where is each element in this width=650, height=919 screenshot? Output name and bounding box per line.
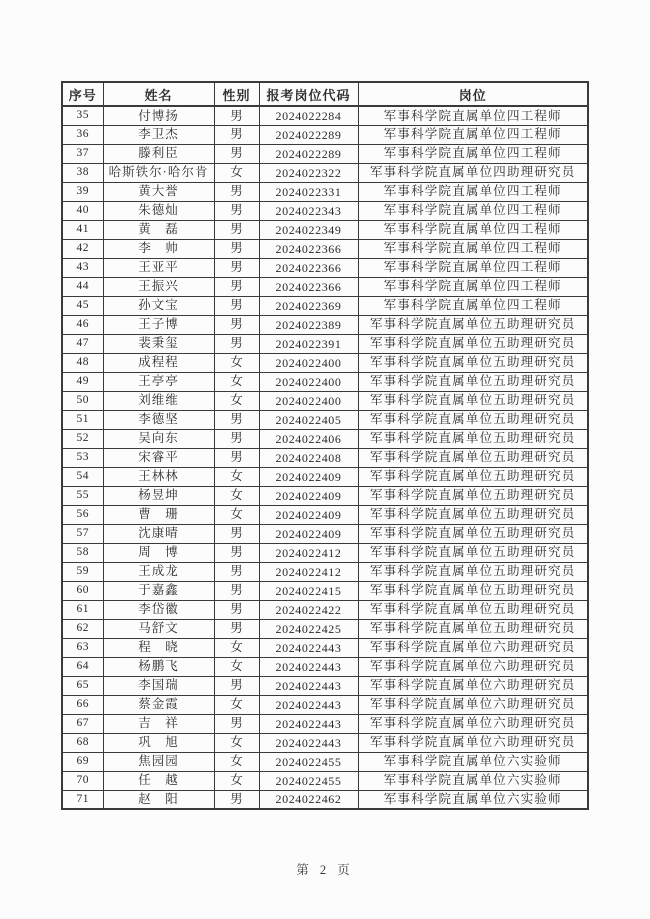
- cell-serial-number: 40: [62, 201, 103, 220]
- table-row: [62, 410, 588, 429]
- cell-name: 曹 珊: [103, 505, 214, 524]
- cell-position-code: 2024022443: [259, 676, 358, 695]
- cell-serial-number: 58: [62, 543, 103, 562]
- cell-gender: 男: [214, 334, 259, 353]
- cell-position: 军事科学院直属单位六助理研究员: [358, 695, 588, 714]
- cell-name: 赵 阳: [103, 790, 214, 809]
- cell-position-code: 2024022443: [259, 638, 358, 657]
- table-row: [62, 372, 588, 391]
- cell-gender: 男: [214, 790, 259, 809]
- table-row: [62, 391, 588, 410]
- cell-position: 军事科学院直属单位五助理研究员: [358, 486, 588, 505]
- table-row: [62, 752, 588, 771]
- cell-name: 李德坚: [103, 410, 214, 429]
- cell-position-code: 2024022425: [259, 619, 358, 638]
- cell-serial-number: 64: [62, 657, 103, 676]
- cell-gender: 女: [214, 163, 259, 182]
- table-row: [62, 733, 588, 752]
- table-row: [62, 258, 588, 277]
- cell-name: 吴向东: [103, 429, 214, 448]
- cell-name: 杨昱坤: [103, 486, 214, 505]
- cell-serial-number: 51: [62, 410, 103, 429]
- header-serial-number: 序号: [62, 82, 103, 106]
- cell-name: 焦园园: [103, 752, 214, 771]
- cell-serial-number: 70: [62, 771, 103, 790]
- cell-serial-number: 57: [62, 524, 103, 543]
- cell-gender: 男: [214, 448, 259, 467]
- cell-serial-number: 59: [62, 562, 103, 581]
- cell-position: 军事科学院直属单位五助理研究员: [358, 334, 588, 353]
- cell-gender: 男: [214, 220, 259, 239]
- cell-name: 杨鹏飞: [103, 657, 214, 676]
- cell-name: 王林林: [103, 467, 214, 486]
- cell-gender: 女: [214, 486, 259, 505]
- table-row: [62, 182, 588, 201]
- cell-position: 军事科学院直属单位六助理研究员: [358, 714, 588, 733]
- table-row: [62, 486, 588, 505]
- cell-gender: 男: [214, 676, 259, 695]
- cell-position-code: 2024022349: [259, 220, 358, 239]
- cell-position-code: 2024022389: [259, 315, 358, 334]
- cell-name: 吉 祥: [103, 714, 214, 733]
- table-row: [62, 600, 588, 619]
- cell-position-code: 2024022415: [259, 581, 358, 600]
- cell-position: 军事科学院直属单位六实验师: [358, 790, 588, 809]
- table-row: [62, 448, 588, 467]
- cell-position: 军事科学院直属单位六助理研究员: [358, 657, 588, 676]
- cell-position: 军事科学院直属单位四工程师: [358, 106, 588, 125]
- cell-name: 王子博: [103, 315, 214, 334]
- cell-serial-number: 45: [62, 296, 103, 315]
- cell-position-code: 2024022409: [259, 467, 358, 486]
- cell-name: 黄大誉: [103, 182, 214, 201]
- cell-position: 军事科学院直属单位五助理研究员: [358, 353, 588, 372]
- page-number: 第 2 页: [296, 863, 354, 877]
- cell-gender: 男: [214, 524, 259, 543]
- table-row: [62, 638, 588, 657]
- cell-serial-number: 41: [62, 220, 103, 239]
- cell-position-code: 2024022400: [259, 372, 358, 391]
- cell-position: 军事科学院直属单位五助理研究员: [358, 391, 588, 410]
- cell-serial-number: 47: [62, 334, 103, 353]
- cell-name: 王振兴: [103, 277, 214, 296]
- applicant-table: [61, 81, 589, 810]
- cell-gender: 女: [214, 752, 259, 771]
- cell-position: 军事科学院直属单位六实验师: [358, 771, 588, 790]
- cell-serial-number: 42: [62, 239, 103, 258]
- cell-serial-number: 61: [62, 600, 103, 619]
- table-row: [62, 562, 588, 581]
- cell-gender: 男: [214, 543, 259, 562]
- cell-gender: 女: [214, 771, 259, 790]
- cell-position-code: 2024022443: [259, 714, 358, 733]
- cell-serial-number: 52: [62, 429, 103, 448]
- cell-position-code: 2024022412: [259, 543, 358, 562]
- cell-position-code: 2024022369: [259, 296, 358, 315]
- cell-serial-number: 63: [62, 638, 103, 657]
- cell-gender: 男: [214, 106, 259, 125]
- cell-gender: 男: [214, 714, 259, 733]
- table-row: [62, 543, 588, 562]
- table-row: [62, 163, 588, 182]
- cell-gender: 男: [214, 619, 259, 638]
- table-header-row: [62, 82, 588, 106]
- cell-position-code: 2024022366: [259, 258, 358, 277]
- table-row: [62, 657, 588, 676]
- cell-serial-number: 48: [62, 353, 103, 372]
- cell-serial-number: 67: [62, 714, 103, 733]
- table-row: [62, 505, 588, 524]
- cell-gender: 男: [214, 258, 259, 277]
- cell-position-code: 2024022443: [259, 695, 358, 714]
- cell-name: 蔡金霞: [103, 695, 214, 714]
- cell-name: 朱德灿: [103, 201, 214, 220]
- table-row: [62, 467, 588, 486]
- cell-position: 军事科学院直属单位四工程师: [358, 258, 588, 277]
- table-row: [62, 524, 588, 543]
- cell-position-code: 2024022455: [259, 752, 358, 771]
- cell-position: 军事科学院直属单位五助理研究员: [358, 619, 588, 638]
- table-row: [62, 106, 588, 125]
- cell-gender: 男: [214, 144, 259, 163]
- cell-position: 军事科学院直属单位五助理研究员: [358, 581, 588, 600]
- cell-name: 裴秉玺: [103, 334, 214, 353]
- cell-gender: 女: [214, 467, 259, 486]
- cell-serial-number: 65: [62, 676, 103, 695]
- table-row: [62, 334, 588, 353]
- table-row: [62, 125, 588, 144]
- cell-position: 军事科学院直属单位五助理研究员: [358, 315, 588, 334]
- cell-position-code: 2024022412: [259, 562, 358, 581]
- cell-serial-number: 43: [62, 258, 103, 277]
- cell-serial-number: 66: [62, 695, 103, 714]
- cell-serial-number: 71: [62, 790, 103, 809]
- cell-name: 马舒文: [103, 619, 214, 638]
- cell-position-code: 2024022400: [259, 391, 358, 410]
- header-position-code: 报考岗位代码: [259, 82, 358, 106]
- table-row: [62, 239, 588, 258]
- cell-serial-number: 49: [62, 372, 103, 391]
- table-row: [62, 353, 588, 372]
- table-row: [62, 277, 588, 296]
- cell-name: 宋睿平: [103, 448, 214, 467]
- cell-serial-number: 60: [62, 581, 103, 600]
- cell-gender: 男: [214, 581, 259, 600]
- cell-gender: 女: [214, 657, 259, 676]
- cell-position-code: 2024022405: [259, 410, 358, 429]
- cell-gender: 男: [214, 410, 259, 429]
- cell-position-code: 2024022322: [259, 163, 358, 182]
- cell-position: 军事科学院直属单位五助理研究员: [358, 467, 588, 486]
- cell-position-code: 2024022409: [259, 524, 358, 543]
- table-row: [62, 315, 588, 334]
- cell-position: 军事科学院直属单位五助理研究员: [358, 429, 588, 448]
- cell-position-code: 2024022422: [259, 600, 358, 619]
- cell-serial-number: 38: [62, 163, 103, 182]
- table-row: [62, 619, 588, 638]
- cell-position: 军事科学院直属单位四工程师: [358, 201, 588, 220]
- cell-position: 军事科学院直属单位四工程师: [358, 220, 588, 239]
- cell-name: 于嘉鑫: [103, 581, 214, 600]
- cell-position: 军事科学院直属单位四工程师: [358, 296, 588, 315]
- cell-gender: 男: [214, 296, 259, 315]
- cell-position-code: 2024022289: [259, 125, 358, 144]
- cell-serial-number: 37: [62, 144, 103, 163]
- header-name: 姓名: [103, 82, 214, 106]
- cell-position-code: 2024022443: [259, 733, 358, 752]
- table-row: [62, 220, 588, 239]
- cell-position: 军事科学院直属单位五助理研究员: [358, 543, 588, 562]
- cell-position: 军事科学院直属单位四工程师: [358, 239, 588, 258]
- cell-name: 沈康晴: [103, 524, 214, 543]
- cell-position: 军事科学院直属单位五助理研究员: [358, 600, 588, 619]
- cell-position-code: 2024022400: [259, 353, 358, 372]
- table-row: [62, 771, 588, 790]
- cell-position: 军事科学院直属单位五助理研究员: [358, 448, 588, 467]
- cell-name: 黄 磊: [103, 220, 214, 239]
- cell-name: 王成龙: [103, 562, 214, 581]
- cell-position-code: 2024022284: [259, 106, 358, 125]
- cell-gender: 女: [214, 695, 259, 714]
- table-row: [62, 581, 588, 600]
- cell-position-code: 2024022289: [259, 144, 358, 163]
- cell-serial-number: 44: [62, 277, 103, 296]
- cell-name: 程 晓: [103, 638, 214, 657]
- cell-position: 军事科学院直属单位六实验师: [358, 752, 588, 771]
- cell-name: 刘维维: [103, 391, 214, 410]
- cell-position-code: 2024022408: [259, 448, 358, 467]
- cell-serial-number: 53: [62, 448, 103, 467]
- cell-name: 成程程: [103, 353, 214, 372]
- cell-gender: 女: [214, 391, 259, 410]
- cell-gender: 男: [214, 182, 259, 201]
- table-row: [62, 429, 588, 448]
- cell-name: 李 帅: [103, 239, 214, 258]
- cell-position: 军事科学院直属单位五助理研究员: [358, 562, 588, 581]
- cell-name: 周 博: [103, 543, 214, 562]
- cell-position-code: 2024022462: [259, 790, 358, 809]
- cell-position: 军事科学院直属单位五助理研究员: [358, 524, 588, 543]
- cell-name: 孙文宝: [103, 296, 214, 315]
- cell-gender: 女: [214, 353, 259, 372]
- cell-gender: 女: [214, 505, 259, 524]
- cell-gender: 男: [214, 429, 259, 448]
- cell-position: 军事科学院直属单位四工程师: [358, 125, 588, 144]
- cell-position-code: 2024022409: [259, 486, 358, 505]
- table-row: [62, 144, 588, 163]
- cell-position-code: 2024022331: [259, 182, 358, 201]
- cell-gender: 女: [214, 638, 259, 657]
- cell-serial-number: 35: [62, 106, 103, 125]
- cell-serial-number: 56: [62, 505, 103, 524]
- cell-serial-number: 62: [62, 619, 103, 638]
- cell-name: 任 越: [103, 771, 214, 790]
- cell-name: 巩 旭: [103, 733, 214, 752]
- cell-position: 军事科学院直属单位六助理研究员: [358, 676, 588, 695]
- cell-position: 军事科学院直属单位五助理研究员: [358, 505, 588, 524]
- cell-position-code: 2024022406: [259, 429, 358, 448]
- cell-name: 哈斯铁尔·哈尔肯: [103, 163, 214, 182]
- cell-serial-number: 50: [62, 391, 103, 410]
- cell-gender: 男: [214, 315, 259, 334]
- cell-gender: 女: [214, 372, 259, 391]
- cell-position: 军事科学院直属单位四工程师: [358, 182, 588, 201]
- cell-position-code: 2024022391: [259, 334, 358, 353]
- cell-serial-number: 39: [62, 182, 103, 201]
- table-row: [62, 296, 588, 315]
- cell-serial-number: 55: [62, 486, 103, 505]
- cell-position: 军事科学院直属单位四工程师: [358, 144, 588, 163]
- cell-serial-number: 69: [62, 752, 103, 771]
- cell-name: 王亭亭: [103, 372, 214, 391]
- cell-name: 付博扬: [103, 106, 214, 125]
- header-gender: 性别: [214, 82, 259, 106]
- cell-position-code: 2024022409: [259, 505, 358, 524]
- header-position: 岗位: [358, 82, 588, 106]
- cell-position-code: 2024022455: [259, 771, 358, 790]
- table-row: [62, 714, 588, 733]
- cell-serial-number: 46: [62, 315, 103, 334]
- cell-serial-number: 36: [62, 125, 103, 144]
- cell-position-code: 2024022443: [259, 657, 358, 676]
- cell-position: 军事科学院直属单位五助理研究员: [358, 372, 588, 391]
- cell-position: 军事科学院直属单位六助理研究员: [358, 733, 588, 752]
- cell-serial-number: 68: [62, 733, 103, 752]
- cell-name: 滕利臣: [103, 144, 214, 163]
- cell-serial-number: 54: [62, 467, 103, 486]
- cell-position: 军事科学院直属单位四工程师: [358, 277, 588, 296]
- cell-name: 李岱徽: [103, 600, 214, 619]
- cell-gender: 女: [214, 733, 259, 752]
- cell-name: 王亚平: [103, 258, 214, 277]
- cell-name: 李卫杰: [103, 125, 214, 144]
- cell-gender: 男: [214, 277, 259, 296]
- table-row: [62, 676, 588, 695]
- cell-position: 军事科学院直属单位四助理研究员: [358, 163, 588, 182]
- cell-position-code: 2024022366: [259, 239, 358, 258]
- cell-gender: 男: [214, 600, 259, 619]
- cell-position-code: 2024022343: [259, 201, 358, 220]
- cell-position: 军事科学院直属单位五助理研究员: [358, 410, 588, 429]
- cell-gender: 男: [214, 239, 259, 258]
- table-row: [62, 201, 588, 220]
- cell-position: 军事科学院直属单位六助理研究员: [358, 638, 588, 657]
- cell-name: 李国瑞: [103, 676, 214, 695]
- table-row: [62, 695, 588, 714]
- cell-gender: 男: [214, 201, 259, 220]
- cell-position-code: 2024022366: [259, 277, 358, 296]
- cell-gender: 男: [214, 562, 259, 581]
- table-row: [62, 790, 588, 809]
- cell-gender: 男: [214, 125, 259, 144]
